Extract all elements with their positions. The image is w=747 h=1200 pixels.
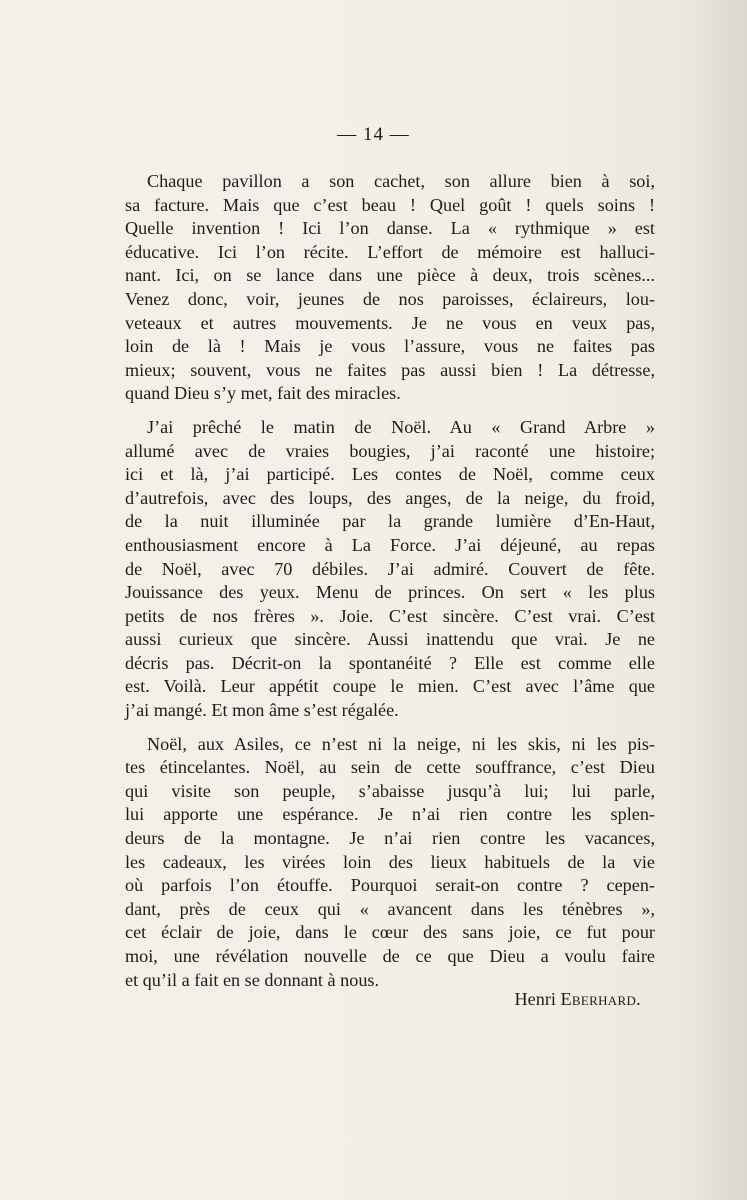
text-line: Chaque pavillon a son cachet, son allure bien à soi, bbox=[147, 171, 655, 191]
text-line: et qu’il a fait en se donnant à nous. bbox=[125, 969, 380, 990]
text-line: allumé avec de vraies bougies, j’ai raconté une histoire; bbox=[125, 440, 655, 461]
paragraph-3 bbox=[125, 733, 655, 993]
author-first-name: Henri bbox=[514, 989, 556, 1009]
text-line: nant. Ici, on se lance dans une pièce à deux, trois scènes... bbox=[125, 265, 655, 286]
text-line: loin de là ! Mais je vous l’assure, vous ne faites pas bbox=[125, 336, 655, 357]
text-line: deurs de la montagne. Je n’ai rien contre les vacances, bbox=[125, 828, 655, 849]
paragraph-2 bbox=[125, 416, 655, 723]
text-line: les cadeaux, les virées loin des lieux habituels de la vie bbox=[125, 851, 655, 872]
text-line: lui apporte une espérance. Je n’ai rien contre les splen- bbox=[125, 804, 655, 825]
page-number: — 14 — bbox=[337, 124, 410, 145]
text-line: éducative. Ici l’on récite. L’effort de mémoire est halluci- bbox=[125, 241, 655, 262]
text-line: d’autrefois, avec des loups, des anges, de la neige, du froid, bbox=[125, 487, 655, 508]
text-line: est. Voilà. Leur appétit coupe le mien. C’est avec l’âme que bbox=[125, 676, 655, 697]
text-line: aussi curieux que sincère. Aussi inattendu que vrai. Je ne bbox=[125, 629, 655, 650]
text-line: Venez donc, voir, jeunes de nos paroisses, éclaireurs, lou- bbox=[125, 288, 655, 309]
text-line: quand Dieu s’y met, fait des miracles. bbox=[125, 383, 401, 404]
text-line: de Noël, avec 70 débiles. J’ai admiré. Couvert de fête. bbox=[125, 558, 655, 579]
text-line: qui visite son peuple, s’abaisse jusqu’à lui; lui parle, bbox=[125, 780, 655, 801]
text-line: petits de nos frères ». Joie. C’est sincère. C’est vrai. C’est bbox=[125, 605, 655, 626]
text-line: mieux; souvent, vous ne faites pas aussi bien ! La détresse, bbox=[125, 359, 655, 380]
text-line: moi, une révélation nouvelle de ce que Dieu a voulu faire bbox=[125, 946, 655, 966]
text-line: enthousiasment encore à La Force. J’ai déjeuné, au repas bbox=[125, 534, 655, 555]
text-line: tes étincelantes. Noël, au sein de cette souffrance, c’est Dieu bbox=[125, 757, 655, 778]
text-line: cet éclair de joie, dans le cœur des sans joie, ce fut pour bbox=[125, 922, 655, 943]
text-line: J’ai prêché le matin de Noël. Au « Grand Arbre » bbox=[147, 416, 655, 437]
text-line: de la nuit illuminée par la grande lumière d’En-Haut, bbox=[125, 511, 655, 532]
text-line: où parfois l’on étouffe. Pourquoi serait-on contre ? cepen- bbox=[125, 875, 655, 896]
text-line: Quelle invention ! Ici l’on danse. La « rythmique » est bbox=[125, 218, 655, 239]
text-line: veteaux et autres mouvements. Je ne vous en veux pas, bbox=[125, 312, 655, 333]
paragraph-1 bbox=[125, 170, 655, 406]
text-line: Jouissance des yeux. Menu de princes. On sert « les plus bbox=[125, 582, 655, 603]
text-line: sa facture. Mais que c’est beau ! Quel goût ! quels soins ! bbox=[125, 194, 655, 215]
text-line: ici et là, j’ai participé. Les contes de Noël, comme ceux bbox=[125, 464, 655, 485]
text-line: dant, près de ceux qui « avancent dans les ténèbres », bbox=[125, 898, 655, 919]
text-line: décris pas. Décrit-on la spontanéité ? Elle est comme elle bbox=[125, 652, 655, 673]
author-signature bbox=[515, 988, 641, 1012]
text-line: Noël, aux Asiles, ce n’est ni la neige, ni les skis, ni les pis- bbox=[147, 733, 655, 754]
author-last-name: Eberhard. bbox=[560, 989, 641, 1009]
body-text bbox=[125, 170, 655, 1002]
text-line: j’ai mangé. Et mon âme s’est régalée. bbox=[125, 700, 399, 721]
